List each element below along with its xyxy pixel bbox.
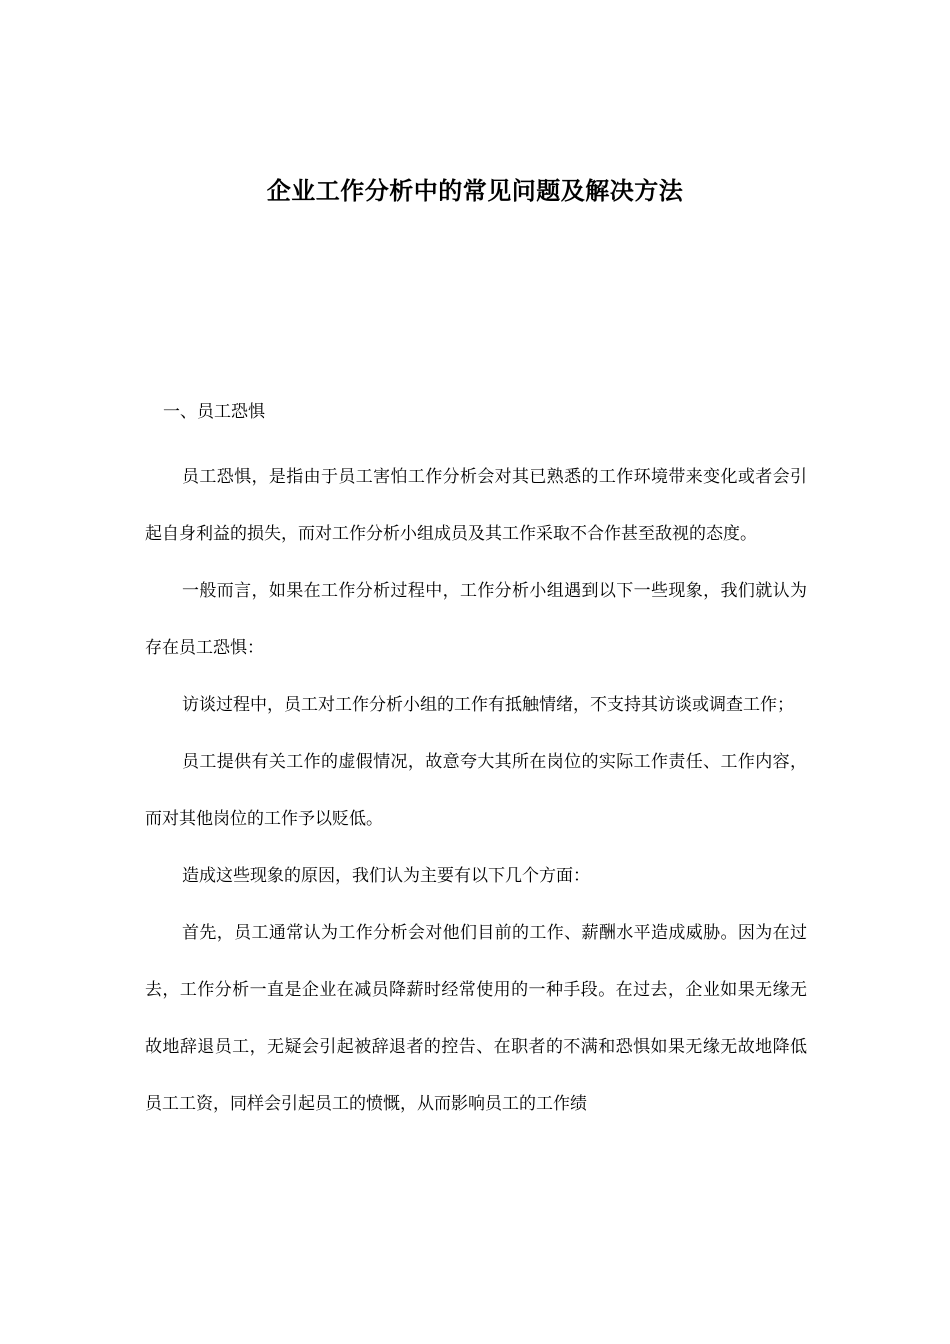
- paragraph: 员工提供有关工作的虚假情况，故意夸大其所在岗位的实际工作责任、工作内容，而对其他岗位的工作予以贬低。: [145, 752, 807, 829]
- paragraph: 员工恐惧，是指由于员工害怕工作分析会对其已熟悉的工作环境带来变化或者会引起自身利益的损失，而对工作分析小组成员及其工作采取不合作甚至敌视的态度。: [145, 467, 807, 544]
- paragraph: 一般而言，如果在工作分析过程中，工作分析小组遇到以下一些现象，我们就认为存在员工恐惧：: [145, 581, 807, 658]
- document-title: 企业工作分析中的常见问题及解决方法: [266, 176, 684, 205]
- document-body: [145, 449, 807, 1133]
- paragraph: 首先，员工通常认为工作分析会对他们目前的工作、薪酬水平造成威胁。因为在过去，工作分析一直是企业在减员降薪时经常使用的一种手段。在过去，企业如果无缘无故地辞退员工，无疑会引起被辞退者的控告、在职者的不满和恐惧如果无缘无故地降低员工工资，同样会引起员工的愤慨，从而影响员工的工作绩: [145, 923, 807, 1114]
- paragraph: 造成这些现象的原因，我们认为主要有以下几个方面：: [182, 866, 590, 886]
- paragraph: 访谈过程中，员工对工作分析小组的工作有抵触情绪，不支持其访谈或调查工作；: [182, 695, 794, 715]
- section-heading: 一、员工恐惧: [163, 402, 265, 422]
